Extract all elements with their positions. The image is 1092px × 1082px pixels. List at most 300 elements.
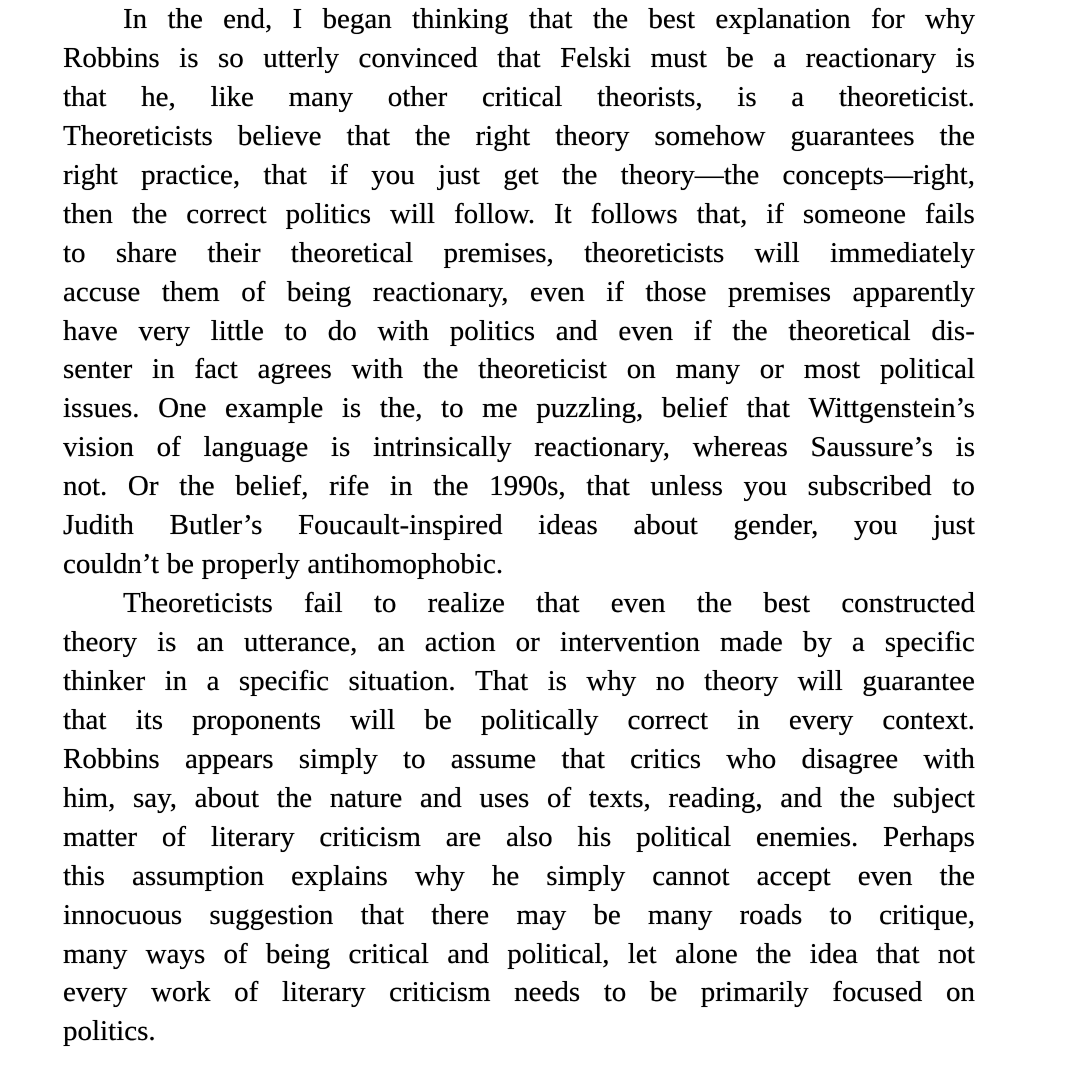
word: fail <box>304 587 343 620</box>
word: most <box>803 353 861 386</box>
word: rife <box>329 470 370 503</box>
word: a <box>791 80 805 113</box>
word: there <box>431 898 490 931</box>
word: be <box>649 976 678 1009</box>
word: roads <box>739 898 803 931</box>
word: innocuous <box>63 898 183 931</box>
word: of <box>156 431 181 464</box>
word: he, <box>141 80 176 113</box>
word: the <box>755 937 792 970</box>
word: Or <box>127 470 159 503</box>
word: so <box>218 41 244 74</box>
word: senter <box>63 353 133 386</box>
word: cannot <box>652 859 730 892</box>
word: of <box>234 976 259 1009</box>
word: best <box>648 3 696 35</box>
word: is <box>341 392 362 425</box>
word: correct <box>186 197 267 230</box>
word: theory <box>704 664 779 697</box>
word: the <box>696 587 733 620</box>
word: disagree <box>801 742 899 775</box>
text-line <box>63 39 975 78</box>
word: somehow <box>654 119 766 152</box>
word: right <box>63 158 118 191</box>
word: Judith <box>63 509 134 542</box>
word: no <box>655 664 685 697</box>
word: politics <box>285 197 372 230</box>
word: subscribed <box>807 470 932 503</box>
word: politics. <box>63 1015 156 1048</box>
word: specific <box>884 626 975 658</box>
word: Butler’s <box>169 509 263 542</box>
word: concepts—right, <box>782 158 975 191</box>
word: being <box>286 275 352 308</box>
word: and <box>419 781 462 814</box>
word: of <box>223 937 248 970</box>
word: Robbins <box>63 41 160 74</box>
word: like <box>210 80 254 113</box>
word: every <box>788 703 854 736</box>
word: for <box>870 3 905 35</box>
word: theoreticist <box>478 353 607 386</box>
word: fact <box>194 353 238 386</box>
word: be <box>424 703 452 736</box>
word: accuse <box>63 275 141 308</box>
word: even <box>618 314 674 347</box>
word: you <box>853 509 898 542</box>
word: is <box>737 80 757 113</box>
word: theoretical <box>788 314 911 347</box>
word: made <box>720 626 783 658</box>
word: and <box>780 781 823 814</box>
word: nature <box>329 781 403 814</box>
word: with <box>377 314 430 347</box>
word: why <box>414 859 465 892</box>
word: 1990s, <box>489 470 566 503</box>
word: idea <box>809 937 858 970</box>
word: with <box>351 353 404 386</box>
word: needs <box>514 976 581 1009</box>
word: have <box>63 314 118 347</box>
word: is <box>547 664 567 697</box>
word: the <box>732 314 768 347</box>
word: must <box>650 41 707 74</box>
text-line <box>63 78 975 117</box>
word: alone <box>674 937 738 970</box>
word: political <box>636 820 732 853</box>
word: whereas <box>692 431 788 464</box>
word: the <box>939 119 975 152</box>
word: reactionary, <box>534 431 671 464</box>
word: accept <box>756 859 831 892</box>
word: puzzling, <box>536 392 644 425</box>
word: Perhaps <box>883 820 975 853</box>
word: fails <box>924 197 975 230</box>
word: texts, <box>588 781 651 814</box>
word: then <box>63 197 113 230</box>
word: that <box>528 3 573 35</box>
word: is <box>157 626 177 658</box>
word: are <box>445 820 482 853</box>
word: dis- <box>931 314 975 347</box>
word: that <box>497 41 541 74</box>
word: that <box>561 742 605 775</box>
word: correct <box>627 703 709 736</box>
word: and <box>447 937 490 970</box>
word: belief <box>661 392 728 425</box>
word: end, <box>223 3 273 35</box>
word: say, <box>133 781 178 814</box>
text-line <box>63 234 975 273</box>
word: follows <box>590 197 678 230</box>
text-line <box>63 584 975 623</box>
word: if <box>693 314 712 347</box>
word: simply <box>546 859 626 892</box>
word: unless <box>650 470 723 503</box>
word: to <box>952 470 975 503</box>
word: the <box>179 470 215 503</box>
word: context. <box>882 703 975 736</box>
word: the <box>415 119 451 152</box>
word: with <box>923 742 975 775</box>
word: theory <box>555 119 630 152</box>
word: his <box>577 820 612 853</box>
text-line <box>63 857 975 896</box>
word: specific <box>238 664 330 697</box>
word: if <box>606 275 624 308</box>
word: and <box>555 314 598 347</box>
word: the <box>561 158 598 191</box>
word: began <box>322 3 392 35</box>
word: on <box>945 976 975 1009</box>
word: follow. <box>454 197 536 230</box>
word: Robbins <box>63 742 160 775</box>
text-line <box>63 156 975 195</box>
word: Wittgenstein’s <box>808 392 975 425</box>
word: many <box>288 80 354 113</box>
word: do <box>327 314 357 347</box>
word: many <box>647 898 713 931</box>
word: that, <box>696 197 748 230</box>
word: that <box>63 703 107 736</box>
word: the <box>167 3 203 35</box>
word: the, <box>379 392 423 425</box>
word: One <box>158 392 207 425</box>
word: that <box>746 392 790 425</box>
word: or <box>515 626 540 658</box>
word: this <box>63 859 105 892</box>
text-line <box>63 467 975 506</box>
word: in <box>389 470 413 503</box>
word: the <box>131 197 168 230</box>
word: the <box>276 781 313 814</box>
word: on <box>626 353 656 386</box>
word: constructed <box>841 587 975 620</box>
word: example <box>225 392 324 425</box>
word: that <box>263 158 307 191</box>
word: reactionary <box>805 41 937 74</box>
word: best <box>763 587 811 620</box>
word: In <box>123 3 148 35</box>
word: theory <box>63 626 138 658</box>
word: me <box>482 392 518 425</box>
word: many <box>675 353 740 386</box>
word: That <box>475 664 529 697</box>
word: will <box>754 236 800 269</box>
text-line <box>63 389 975 428</box>
word: even <box>857 859 913 892</box>
word: thinking <box>411 3 509 35</box>
word: I <box>292 3 303 35</box>
word: about <box>194 781 260 814</box>
word: matter <box>63 820 138 853</box>
word: him, <box>63 781 116 814</box>
word: intervention <box>559 626 700 658</box>
word: share <box>115 236 178 269</box>
word: Theoreticists <box>123 587 273 620</box>
word: practice, <box>141 158 241 191</box>
word: language <box>203 431 309 464</box>
text-line <box>63 818 975 857</box>
word: couldn’t <box>63 548 160 581</box>
word: them <box>161 275 220 308</box>
word: the <box>433 470 469 503</box>
word: simply <box>298 742 378 775</box>
word: assumption <box>131 859 265 892</box>
word: gender, <box>733 509 819 542</box>
word: will <box>797 664 843 697</box>
word: someone <box>802 197 906 230</box>
word: vision <box>63 431 134 464</box>
word: a <box>773 41 787 74</box>
word: be <box>593 898 621 931</box>
word: agrees <box>257 353 332 386</box>
word: critics <box>630 742 702 775</box>
word: intrinsically <box>372 431 512 464</box>
word: that <box>536 587 580 620</box>
word: Felski <box>560 41 632 74</box>
word: to <box>373 587 397 620</box>
word: enemies. <box>755 820 859 853</box>
word: focused <box>832 976 923 1009</box>
text-line <box>63 428 975 467</box>
text-line <box>63 1012 975 1051</box>
word: that <box>63 80 107 113</box>
word: of <box>161 820 187 853</box>
word: believe <box>237 119 322 152</box>
word: properly <box>201 548 300 581</box>
word: very <box>138 314 190 347</box>
word: antihomophobic. <box>307 548 504 581</box>
word: be <box>166 548 195 581</box>
word: situation. <box>348 664 456 697</box>
word: he <box>491 859 520 892</box>
word: in <box>164 664 188 697</box>
word: guarantees <box>790 119 915 152</box>
text-line <box>63 506 975 545</box>
word: explanation <box>715 3 851 35</box>
text-line <box>63 779 975 818</box>
word: critical <box>348 937 429 970</box>
text-line <box>63 545 975 584</box>
word: issues. <box>63 392 140 425</box>
word: ideas <box>538 509 598 542</box>
text-line <box>63 195 975 234</box>
word: explains <box>291 859 388 892</box>
word: its <box>135 703 164 736</box>
word: critique, <box>879 898 975 931</box>
word: why <box>586 664 637 697</box>
word: to <box>441 392 464 425</box>
word: politics <box>449 314 536 347</box>
word: action <box>424 626 496 658</box>
text-line <box>63 973 975 1012</box>
word: belief, <box>235 470 309 503</box>
word: that <box>586 470 630 503</box>
word: may <box>516 898 567 931</box>
word: to <box>603 976 627 1009</box>
word: is <box>955 431 975 464</box>
word: uses <box>479 781 530 814</box>
text-line <box>63 0 975 39</box>
word: utterance, <box>243 626 358 658</box>
text-block <box>63 0 975 1051</box>
word: get <box>503 158 539 191</box>
word: subject <box>892 781 975 814</box>
word: realize <box>427 587 505 620</box>
word: just <box>438 158 480 191</box>
word: proponents <box>192 703 321 736</box>
word: utterly <box>263 41 339 74</box>
word: immediately <box>829 236 975 269</box>
word: right <box>475 119 531 152</box>
word: just <box>933 509 975 542</box>
word: who <box>726 742 777 775</box>
word: appears <box>184 742 274 775</box>
word: ways <box>145 937 206 970</box>
word: other <box>387 80 448 113</box>
word: also <box>505 820 553 853</box>
word: theoreticists <box>584 236 725 269</box>
word: you <box>371 158 415 191</box>
word: of <box>546 781 572 814</box>
word: criticism <box>319 820 421 853</box>
word: about <box>633 509 698 542</box>
word: to <box>829 898 853 931</box>
text-line <box>63 273 975 312</box>
word: is <box>330 431 351 464</box>
word: let <box>627 937 657 970</box>
word: of <box>241 275 266 308</box>
word: why <box>925 3 975 35</box>
word: little <box>210 314 264 347</box>
word: premises <box>728 275 832 308</box>
word: that <box>346 119 391 152</box>
word: will <box>350 703 396 736</box>
word: in <box>152 353 175 386</box>
word: to <box>63 236 86 269</box>
word: those <box>645 275 707 308</box>
word: politically <box>480 703 599 736</box>
word: even <box>610 587 666 620</box>
word: a <box>851 626 865 658</box>
word: primarily <box>700 976 809 1009</box>
word: apparently <box>852 275 975 308</box>
word: an <box>196 626 224 658</box>
word: Saussure’s <box>810 431 933 464</box>
word: not. <box>63 470 108 503</box>
word: convinced <box>358 41 478 74</box>
word: theoreticist. <box>838 80 975 113</box>
word: that <box>360 898 405 931</box>
word: even <box>529 275 585 308</box>
text-line <box>63 623 975 662</box>
word: or <box>759 353 784 386</box>
word: if <box>330 158 348 191</box>
word: a <box>206 664 220 697</box>
word: critical <box>481 80 563 113</box>
word: every <box>63 976 128 1009</box>
word: that <box>876 937 920 970</box>
word: if <box>766 197 784 230</box>
word: assume <box>450 742 537 775</box>
word: criticism <box>389 976 491 1009</box>
word: in <box>737 703 760 736</box>
word: Foucault-inspired <box>298 509 503 542</box>
word: suggestion <box>209 898 334 931</box>
word: the <box>422 353 459 386</box>
word: political <box>879 353 975 386</box>
word: guarantee <box>862 664 975 697</box>
word: literary <box>281 976 366 1009</box>
word: It <box>554 197 572 230</box>
word: literary <box>210 820 295 853</box>
word: the <box>839 781 876 814</box>
word: an <box>377 626 405 658</box>
word: to <box>402 742 426 775</box>
text-line <box>63 662 975 701</box>
word: premises, <box>443 236 554 269</box>
text-line <box>63 896 975 935</box>
text-line <box>63 350 975 389</box>
word: reading, <box>668 781 763 814</box>
word: the <box>592 3 629 35</box>
word: is <box>955 41 975 74</box>
word: reactionary, <box>372 275 509 308</box>
word: be <box>726 41 754 74</box>
text-line <box>63 740 975 779</box>
word: many <box>63 937 128 970</box>
word: thinker <box>63 664 146 697</box>
text-line <box>63 935 975 974</box>
word: work <box>150 976 211 1009</box>
word: is <box>179 41 199 74</box>
word: theory—the <box>620 158 760 191</box>
word: the <box>939 859 975 892</box>
text-line <box>63 312 975 351</box>
word: theoretical <box>290 236 414 269</box>
word: will <box>389 197 436 230</box>
word: being <box>265 937 331 970</box>
word: their <box>207 236 261 269</box>
word: Theoreticists <box>63 119 213 152</box>
word: you <box>743 470 788 503</box>
text-line <box>63 117 975 156</box>
word: theorists, <box>597 80 703 113</box>
word: to <box>284 314 308 347</box>
text-line <box>63 701 975 740</box>
word: not <box>937 937 975 970</box>
